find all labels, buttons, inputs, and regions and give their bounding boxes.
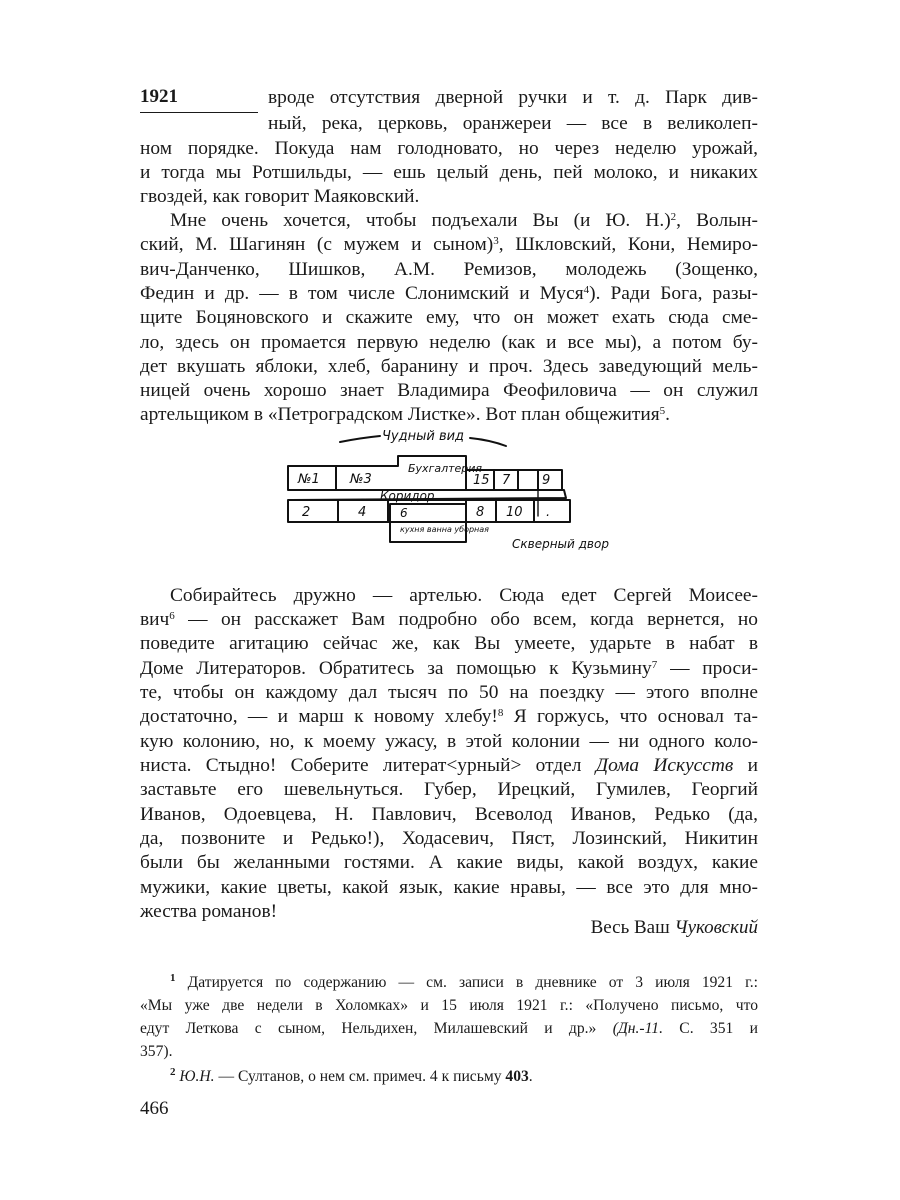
room-label: 15 bbox=[473, 473, 490, 488]
sketch-label: кухня ванна уборная bbox=[400, 525, 489, 534]
view-arrow-tail bbox=[470, 438, 506, 446]
text-line: дет вкушать яблоки, хлеб, баранину и проч. Здесь заведующий мель- bbox=[140, 356, 758, 377]
room-label: 6 bbox=[400, 506, 408, 520]
text-line: Федин и др. — в том числе Слонимский и Муся$^4$). Ради Бога, разы- bbox=[140, 283, 758, 304]
note-mark: 6 bbox=[169, 610, 175, 622]
text-line: ский, М. Шагинян (с мужем и сыном)$^3$, Шкловский, Кони, Немиро- bbox=[140, 234, 758, 255]
note-mark: 8 bbox=[497, 707, 504, 719]
page-number: 466 bbox=[140, 1098, 169, 1119]
room-label: №3 bbox=[350, 472, 372, 487]
running-head-year: 1921 bbox=[140, 86, 178, 107]
note-mark: 7 bbox=[651, 659, 658, 671]
footnote-line: «Мы уже две недели в Холомках» и 15 июля 1921 г.: «Получено письмо, что bbox=[140, 997, 758, 1014]
footnote-2: $^2$ Ю.Н. — Султанов, о нем см. примеч. 4 к письму 403. bbox=[170, 1066, 533, 1085]
text-line: вроде отсутствия дверной ручки и т. д. Парк див- bbox=[268, 87, 758, 108]
text-line: Мне очень хочется, чтобы подъехали Вы (и Ю. Н.)$^2$, Волын- bbox=[170, 210, 759, 231]
text-line: Собирайтесь дружно — артелью. Сюда едет Сергей Моисее- bbox=[170, 585, 758, 606]
text-line: да, позвоните и Редько!), Ходасевич, Пяст, Лозинский, Никитин bbox=[140, 828, 758, 849]
text-line: жества романов! bbox=[140, 901, 278, 922]
text-line: вич-Данченко, Шишков, А.М. Ремизов, молодежь (Зощенко, bbox=[140, 259, 758, 280]
text-line: щите Боцяновского и скажите ему, что он может ехать сюда сме- bbox=[140, 307, 758, 328]
text-line: те, чтобы он каждому дал тысяч по 50 на поездку — этого вполне bbox=[140, 682, 758, 703]
note-mark: 2 bbox=[670, 211, 677, 223]
text-line: вич$^6$ — он расскажет Вам подробно обо всем, когда вернется, но bbox=[140, 609, 758, 630]
text-line: кую колонию, но, к моему ужасу, в этой колонии — ни одного коло- bbox=[140, 731, 758, 752]
room-label: 10 bbox=[506, 505, 523, 520]
footnote-1: $^1$ Датируется по содержанию — см. записи в дневнике от 3 июля 1921 г.: bbox=[170, 972, 758, 991]
text-line: гвоздей, как говорит Маяковский. bbox=[140, 186, 420, 207]
sketch-label: Чудный вид bbox=[382, 429, 465, 444]
room-label: 7 bbox=[502, 473, 511, 488]
floor-plan-sketch bbox=[280, 420, 640, 560]
room-label: 2 bbox=[302, 505, 311, 520]
text-line: и тогда мы Ротшильды, — ешь целый день, пей молоко, и никаких bbox=[140, 162, 758, 183]
text-line: ниста. Стыдно! Соберите литерат<урный> отдел Дома Искусств и bbox=[140, 755, 758, 776]
footnote-line: едут Леткова с сыном, Нельдихен, Милашевский и др.» (Дн.-11. С. 351 и bbox=[140, 1020, 758, 1037]
text-line: ный, река, церковь, оранжереи — все в великолеп- bbox=[268, 113, 758, 134]
room-label: Бухгалтерия bbox=[408, 462, 483, 475]
note-mark: 4 bbox=[583, 284, 590, 296]
sketch-label: Скверный двор bbox=[512, 537, 609, 551]
text-line: артельщиком в «Петроградском Листке». Вот план общежития$^5$. bbox=[140, 404, 670, 425]
text-line: мужики, какие цветы, какой язык, какие нравы, — все это для мно- bbox=[140, 877, 758, 898]
note-mark: 3 bbox=[493, 235, 499, 247]
room-label: 8 bbox=[476, 505, 485, 520]
view-arrow-line bbox=[340, 436, 380, 442]
room-label: 9 bbox=[542, 473, 551, 488]
room-label: 4 bbox=[358, 505, 367, 520]
text-line: Доме Литераторов. Обратитесь за помощью к Кузьмину$^7$ — проси- bbox=[140, 658, 758, 679]
room-label: . bbox=[546, 505, 551, 520]
note-mark: 5 bbox=[659, 405, 666, 417]
footnote-line: 357). bbox=[140, 1043, 173, 1060]
text-line: ло, здесь он промается первую неделю (как и все мы), а потом бу- bbox=[140, 332, 758, 353]
text-line: поведите агитацию сейчас же, как Вы умеете, ударьте в набат в bbox=[140, 633, 758, 654]
text-line: были бы желанными гостями. А какие виды, какой воздух, какие bbox=[140, 852, 758, 873]
text-line: ном порядке. Покуда нам голодновато, но через неделю урожай, bbox=[140, 138, 758, 159]
text-line: ницей очень хорошо знает Владимира Феофиловича — он служил bbox=[140, 380, 758, 401]
text-line: достаточно, — и марш к новому хлебу!$^8$ Я горжусь, что основал та- bbox=[140, 706, 758, 727]
text-line: Иванов, Одоевцева, Н. Павлович, Всеволод Иванов, Редько (да, bbox=[140, 804, 758, 825]
header-rule bbox=[140, 112, 258, 113]
room-label: №1 bbox=[298, 472, 320, 487]
sketch-label: Коридор bbox=[380, 489, 435, 503]
text-line: заставьте его шевельнуться. Губер, Ирецкий, Гумилев, Георгий bbox=[140, 779, 758, 800]
signature: Весь Ваш Чуковский bbox=[590, 917, 758, 938]
